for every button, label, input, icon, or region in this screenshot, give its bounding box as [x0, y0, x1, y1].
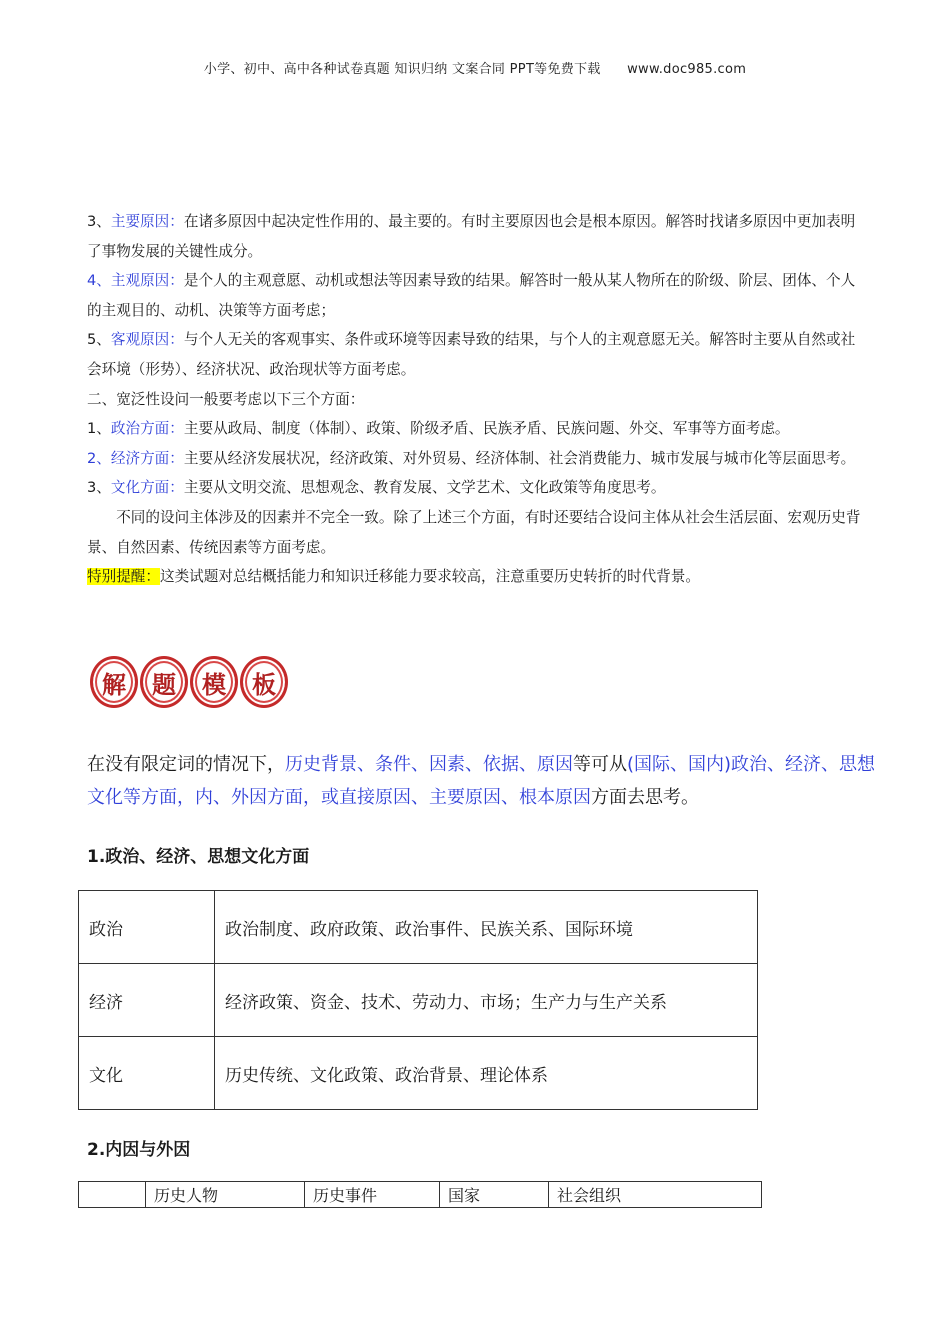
- header-cell: 历史人物: [146, 1182, 305, 1208]
- aspect-number: 3、: [87, 479, 111, 497]
- item-text: 在诸多原因中起决定性作用的、最主要的。有时主要原因也会是根本原因。解答时找诸多原因中更加表明了事物发展的关键性成分。: [87, 213, 856, 260]
- row-content: 经济政策、资金、技术、劳动力、市场；生产力与生产关系: [215, 964, 758, 1037]
- header-text: 小学、初中、高中各种试卷真题 知识归纳 文案合同 PPT等免费下载: [203, 62, 601, 77]
- section2-heading: 二、宽泛性设问一般要考虑以下三个方面：: [87, 390, 365, 408]
- aspect-economy: [87, 444, 867, 474]
- internal-external-table: [78, 1181, 762, 1208]
- section-title-aspects: 1.政治、经济、思想文化方面: [87, 847, 310, 867]
- badge-char: 板: [240, 656, 288, 708]
- row-label: 政治: [79, 891, 215, 964]
- table-row: [79, 891, 758, 964]
- row-label: 经济: [79, 964, 215, 1037]
- item-term: 主观原因：: [110, 272, 184, 290]
- item-text: 是个人的主观意愿、动机或想法等因素导致的结果。解答时一般从某人物所在的阶级、阶层、团体、个人的主观目的、动机、决策等方面考虑；: [87, 272, 856, 319]
- aspect-number: 2、: [87, 449, 111, 467]
- item-term: 客观原因：: [110, 331, 184, 349]
- aspect-number: 1、: [87, 420, 111, 438]
- special-reminder: [87, 562, 867, 592]
- row-label: 文化: [79, 1037, 215, 1110]
- solution-template-badge: [90, 652, 290, 712]
- item-main-cause: [87, 207, 867, 266]
- item-term: 主要原因：: [110, 213, 184, 230]
- table-header-row: [79, 1182, 762, 1208]
- header-cell-empty: [79, 1182, 146, 1208]
- intro-part: 在没有限定词的情况下，: [87, 754, 285, 775]
- intro-part: 等可从: [573, 754, 627, 775]
- aspect-text: 主要从文明交流、思想观念、教育发展、文学艺术、文化政策等角度思考。: [183, 479, 666, 497]
- badge-char: 解: [90, 656, 138, 708]
- header-cell: 历史事件: [305, 1182, 440, 1208]
- item-objective-cause: [87, 325, 867, 384]
- intro-aspects: (国际、国内)政治、经济、思想文化等方面，内、外因方面，或直接原因、主要原因、根本原因: [87, 754, 876, 808]
- row-content: 政治制度、政府政策、政治事件、民族关系、国际环境: [215, 891, 758, 964]
- item-number: 3、: [87, 213, 111, 230]
- main-text: [87, 207, 867, 592]
- header-cell: 社会组织: [549, 1182, 762, 1208]
- aspects-table: [78, 890, 758, 1110]
- item-subjective-cause: [87, 266, 867, 325]
- aspect-term: 经济方面：: [110, 449, 184, 467]
- badge-char: 模: [190, 656, 238, 708]
- aspect-culture: [87, 473, 867, 503]
- intro-keywords: 历史背景、条件、因素、依据、原因: [285, 754, 573, 775]
- intro-part: 方面去思考。: [591, 787, 699, 808]
- table-row: [79, 964, 758, 1037]
- aspect-politics: [87, 414, 867, 444]
- item-number: 5、: [87, 331, 111, 349]
- aspect-text: 主要从经济发展状况，经济政策、对外贸易、经济体制、社会消费能力、城市发展与城市化等层面思考。: [183, 449, 856, 467]
- summary-paragraph: 不同的设问主体涉及的因素并不完全一致。除了上述三个方面，有时还要结合设问主体从社会生活层面、宏观历史背景、自然因素、传统因素等方面考虑。: [87, 508, 861, 556]
- page-header: [0, 58, 950, 77]
- badge-char: 题: [140, 656, 188, 708]
- reminder-label: 特别提醒：: [87, 568, 160, 586]
- aspect-term: 政治方面：: [110, 420, 184, 438]
- header-url[interactable]: www.doc985.com: [627, 62, 747, 77]
- section-title-internal-external: 2.内因与外因: [87, 1140, 191, 1160]
- item-text: 与个人无关的客观事实、条件或环境等因素导致的结果，与个人的主观意愿无关。解答时主要从自然或社会环境（形势）、经济状况、政治现状等方面考虑。: [87, 331, 856, 378]
- row-content: 历史传统、文化政策、政治背景、理论体系: [215, 1037, 758, 1110]
- table-row: [79, 1037, 758, 1110]
- header-cell: 国家: [440, 1182, 549, 1208]
- template-intro: [87, 748, 877, 814]
- aspect-text: 主要从政局、制度（体制）、政策、阶级矛盾、民族矛盾、民族问题、外交、军事等方面考虑。: [183, 420, 790, 438]
- aspect-term: 文化方面：: [110, 479, 184, 497]
- item-number: 4、: [87, 272, 111, 290]
- reminder-text: 这类试题对总结概括能力和知识迁移能力要求较高，注意重要历史转折的时代背景。: [159, 568, 700, 586]
